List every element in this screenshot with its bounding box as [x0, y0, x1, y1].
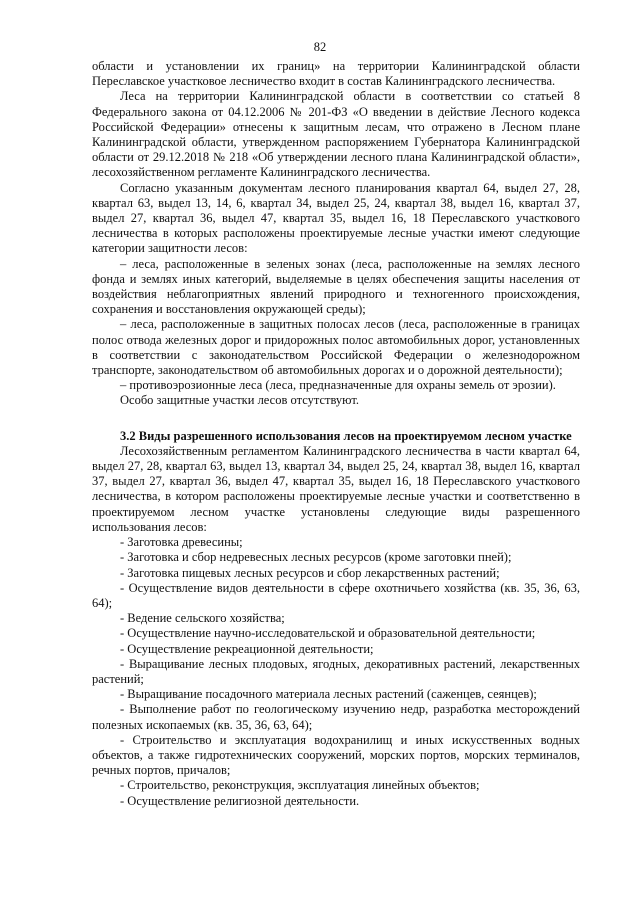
list-item: - Осуществление научно-исследовательской и образовательной деятельности; [120, 626, 536, 641]
list-item: - Строительство, реконструкция, эксплуатация линейных объектов; [120, 778, 480, 793]
paragraph: Лесохозяйственным регламентом Калининградского лесничества в части квартал 64, выдел 27, 28, квартал 63, выдел 13, квартал 34, выдел 25, 24, квартал 38, выдел 16, квартал 37, выдел 27, квартал 36, выдел 47, квартал 35, выдел 16, 18 Переславского участкового лесничества, в котором расположены проектируемые лесные участки и соответственно в проектируемом лесном участке установлены следующие виды разрешенного использования лесов: [92, 443, 580, 534]
document-body [92, 59, 580, 809]
paragraph: – противоэрозионные леса (леса, предназначенные для охраны земель от эрозии). [120, 378, 556, 393]
paragraph: – леса, расположенные в защитных полосах лесов (леса, расположенные в границах полос отвода железных дорог и придорожных полос автомобильных дорог, установленных в соответствии с законодательством Российской Федерации о железнодорожном транспорте, законодательством об автомобильных дорогах и о дорожной деятельности); [92, 317, 580, 378]
section-gap [92, 409, 580, 429]
section-heading: 3.2 Виды разрешенного использования лесов на проектируемом лесном участке [120, 428, 572, 443]
list-item: - Заготовка и сбор недревесных лесных ресурсов (кроме заготовки пней); [120, 550, 512, 565]
list-item: - Заготовка древесины; [120, 535, 243, 550]
list-item: - Выращивание лесных плодовых, ягодных, декоративных растений, лекарственных растений; [92, 656, 580, 686]
page-number: 82 [313, 40, 327, 54]
list-item: - Выполнение работ по геологическому изучению недр, разработка месторождений полезных ископаемых (кв. 35, 36, 63, 64); [92, 702, 580, 732]
list-item: - Выращивание посадочного материала лесных растений (саженцев, сеянцев); [120, 687, 537, 702]
list-item: - Ведение сельского хозяйства; [120, 611, 285, 626]
list-item: - Заготовка пищевых лесных ресурсов и сбор лекарственных растений; [120, 565, 500, 580]
paragraph: – леса, расположенные в зеленых зонах (леса, расположенные на землях лесного фонда и землях иных категорий, выделяемые в целях обеспечения защиты населения от воздействия неблагоприятных явлений природного и техногенного происхождения, сохранения и восстановления окружающей среды); [92, 256, 580, 317]
list-item: - Осуществление религиозной деятельности. [120, 793, 360, 808]
list-item: - Строительство и эксплуатация водохранилищ и иных искусственных водных объектов, а также гидротехнических сооружений, морских портов, морских терминалов, речных портов, причалов; [92, 732, 580, 778]
list-item: - Осуществление рекреационной деятельности; [120, 641, 374, 656]
paragraph: области и установлении их границ» на территории Калининградской области Переславское участковое лесничество входит в состав Калининградского лесничества. [92, 59, 580, 89]
paragraph: Согласно указанным документам лесного планирования квартал 64, выдел 27, 28, квартал 63, выдел 13, 14, 6, квартал 34, выдел 25, 24, квартал 38, выдел 16, квартал 37, выдел 27, квартал 36, выдел 47, квартал 35, выдел 16, 18 Переславского участкового лесничества в которых расположены проектируемые лесные участки имеют следующие категории защитности лесов: [92, 180, 580, 256]
paragraph: Леса на территории Калининградской области в соответствии со статьей 8 Федерального закона от 04.12.2006 № 201-ФЗ «О введении в действие Лесного кодекса Российской Федерации» отнесены к защитным лесам, что отражено в Лесном плане Калининградской области, утвержденном распоряжением Губернатора Калининградской области от 29.12.2018 № 218 «Об утверждении лесного плана Калининградской области», лесохозяйственном регламенте Калининградского лесничества. [92, 89, 580, 180]
list-item: - Осуществление видов деятельности в сфере охотничьего хозяйства (кв. 35, 36, 63, 64); [92, 580, 580, 610]
paragraph: Особо защитные участки лесов отсутствуют. [120, 393, 359, 408]
